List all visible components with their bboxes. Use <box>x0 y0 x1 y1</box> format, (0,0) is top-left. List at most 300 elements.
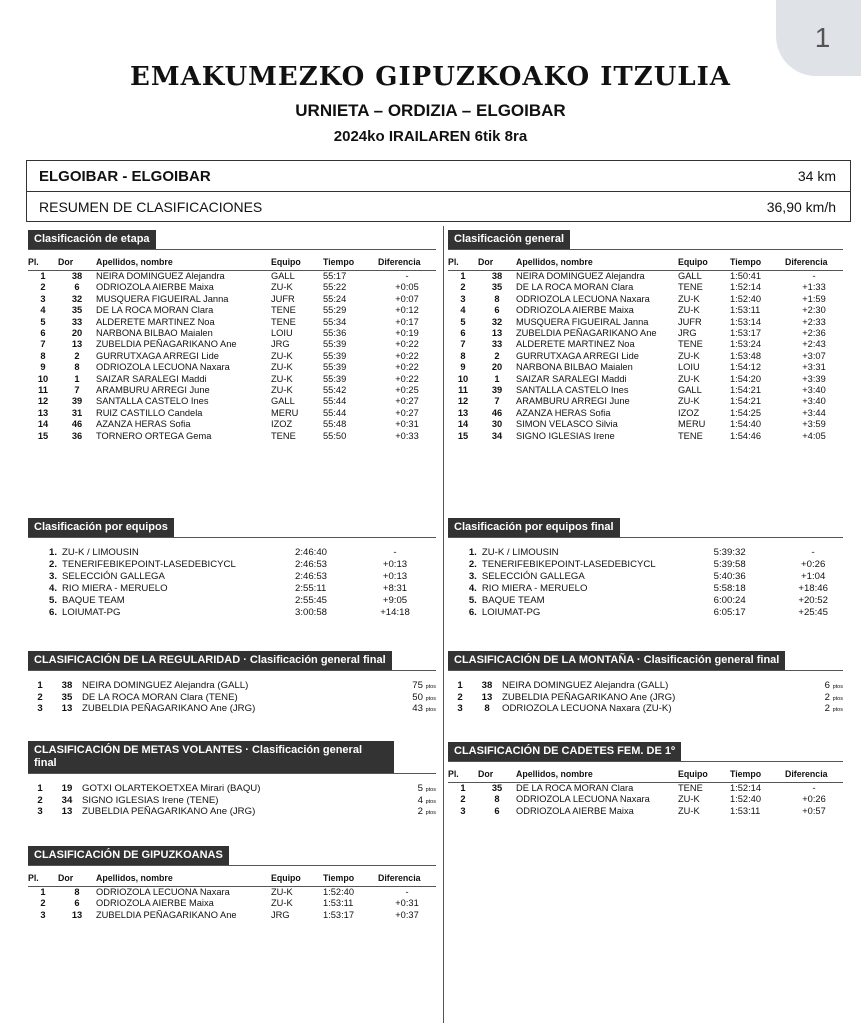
table-cell: 55:44 <box>323 407 347 418</box>
table-row <box>448 794 843 805</box>
table-header-row <box>28 871 436 887</box>
table-cell: ZU-K <box>678 805 700 816</box>
team-cell: ZU-K / LIMOUSIN <box>481 547 559 558</box>
table-cell: 13 <box>71 339 83 350</box>
table-cell: 6 <box>494 305 500 316</box>
table-cell: 1:54:40 <box>730 419 762 430</box>
table-cell: +3:40 <box>802 385 826 396</box>
table-cell: +0:12 <box>395 305 419 316</box>
table-cell: 10 <box>37 373 49 384</box>
column-header: Tiempo <box>730 255 785 271</box>
table-cell: MERU <box>271 407 299 418</box>
team-cell: +9:05 <box>382 595 408 606</box>
table-cell: 20 <box>71 328 83 339</box>
section-title: CLASIFICACIÓN DE GIPUZKOANAS <box>28 846 229 865</box>
table-cell: TENE <box>678 430 703 441</box>
table-cell: ZUBELDIA PEÑAGARIKANO Ane <box>516 328 657 339</box>
table-cell: +3:31 <box>802 362 826 373</box>
points-cell: NEIRA DOMINGUEZ Alejandra (GALL) <box>502 680 669 691</box>
points-cell: 13 <box>61 806 73 817</box>
table-cell: JUFR <box>271 293 295 304</box>
table-cell: 2 <box>40 898 46 909</box>
column-header: Apellidos, nombre <box>96 871 271 887</box>
table-cell: JUFR <box>678 316 702 327</box>
table-cell: 2 <box>460 794 466 805</box>
table-cell: 1:53:11 <box>323 898 354 909</box>
table-header-row <box>28 255 436 271</box>
table-row <box>28 374 436 385</box>
table-cell: 15 <box>37 430 49 441</box>
table-cell: 1:52:14 <box>730 282 762 293</box>
table-cell: 38 <box>491 271 503 281</box>
table-cell: 13 <box>457 407 469 418</box>
gipuzkoanas-section <box>28 845 436 921</box>
table-cell: ODRIOZOLA LECUONA Naxara <box>96 887 230 897</box>
table-cell: 3 <box>460 293 466 304</box>
points-cell: 1 <box>457 680 463 691</box>
regularity-section <box>28 650 436 715</box>
table-cell: 4 <box>460 305 466 316</box>
table-cell: ZU-K <box>678 305 700 316</box>
section-title: CLASIFICACIÓN DE LA REGULARIDAD · Clasificación general final <box>28 651 392 670</box>
table-cell: 55:44 <box>323 396 347 407</box>
team-row <box>28 559 436 571</box>
table-cell: NEIRA DOMINGUEZ Alejandra <box>96 271 225 281</box>
section-title: Clasificación de etapa <box>28 230 156 249</box>
table-cell: 14 <box>457 419 469 430</box>
table-cell: 55:29 <box>323 305 347 316</box>
table-cell: +3:40 <box>802 396 826 407</box>
team-cell: - <box>393 547 397 558</box>
table-cell: +0:27 <box>395 396 419 407</box>
table-row <box>448 385 843 396</box>
table-row <box>28 910 436 921</box>
team-cell: 3. <box>468 571 477 582</box>
table-cell: 1:53:11 <box>730 805 761 816</box>
cadets-section <box>448 741 843 817</box>
team-row <box>448 595 843 607</box>
table-cell: 7 <box>494 396 500 407</box>
table-cell: 12 <box>37 396 49 407</box>
column-header: Equipo <box>678 255 730 271</box>
team-cell: 4. <box>48 583 57 594</box>
team-row <box>28 547 436 559</box>
column-header: Diferencia <box>378 871 436 887</box>
table-cell: +0:22 <box>395 373 419 384</box>
team-cell: 2:55:45 <box>295 595 328 606</box>
table-row <box>28 305 436 316</box>
table-cell: AZANZA HERAS Sofia <box>516 407 611 418</box>
team-cell: 3. <box>48 571 57 582</box>
team-cell: 6:00:24 <box>713 595 746 606</box>
points-cell: ODRIOZOLA LECUONA Naxara (ZU-K) <box>502 703 672 714</box>
table-cell: GURRUTXAGA ARREGI Lide <box>516 350 639 361</box>
table-cell: NARBONA BILBAO Maialen <box>96 328 213 339</box>
team-cell: LOIUMAT-PG <box>62 607 121 618</box>
team-cell: LOIUMAT-PG <box>481 607 541 618</box>
table-cell: 38 <box>71 271 83 281</box>
team-row <box>28 595 436 607</box>
table-cell: ARAMBURU ARREGI June <box>96 385 210 396</box>
table-cell: +1:33 <box>802 282 826 293</box>
table-cell: ZU-K <box>678 350 700 361</box>
table-cell: 55:39 <box>323 350 347 361</box>
table-header-row <box>448 767 843 783</box>
points-cell: 2 <box>37 691 43 703</box>
table-cell: 3 <box>40 909 46 920</box>
table-cell: DE LA ROCA MORAN Clara <box>96 305 214 316</box>
table-cell: 8 <box>40 350 46 361</box>
table-cell: 14 <box>37 419 49 430</box>
table-cell: GURRUTXAGA ARREGI Lide <box>96 350 219 361</box>
section-title: Clasificación por equipos final <box>448 518 620 537</box>
table-cell: 1:50:41 <box>730 271 762 281</box>
table-cell: SANTALLA CASTELO Ines <box>96 396 209 407</box>
table-cell: JRG <box>271 909 290 920</box>
table-cell: 7 <box>40 339 46 350</box>
points-value: 50 ptos <box>412 691 436 703</box>
table-cell: +0:27 <box>395 407 419 418</box>
table-cell: GALL <box>678 385 702 396</box>
section-title: CLASIFICACIÓN DE METAS VOLANTES · Clasificación general final <box>28 741 394 773</box>
table-cell: AZANZA HERAS Sofia <box>96 419 191 430</box>
points-value: 2 ptos <box>417 806 436 817</box>
table-cell: 3 <box>460 805 466 816</box>
table-cell: NEIRA DOMINGUEZ Alejandra <box>516 271 645 281</box>
stage-classification-section <box>28 229 436 442</box>
team-row <box>448 607 843 619</box>
table-cell: GALL <box>271 271 295 281</box>
table-cell: +3:59 <box>802 419 826 430</box>
team-cell: - <box>811 547 815 558</box>
points-value: 75 ptos <box>412 680 436 691</box>
team-cell: +18:46 <box>798 583 828 594</box>
team-general-section <box>448 517 843 619</box>
table-cell: +0:22 <box>395 362 419 373</box>
column-header: Dor <box>58 255 96 271</box>
table-cell: 6 <box>74 898 80 909</box>
table-cell: SIGNO IGLESIAS Irene <box>516 430 615 441</box>
average-speed: 36,90 km/h <box>766 198 836 215</box>
team-cell: SELECCIÓN GALLEGA <box>481 571 585 582</box>
table-cell: 35 <box>491 282 503 293</box>
table-cell: 7 <box>460 339 466 350</box>
table-cell: 55:50 <box>323 430 347 441</box>
column-header: Equipo <box>271 255 323 271</box>
points-value: 2 ptos <box>824 703 843 714</box>
table-cell: 1 <box>460 271 466 281</box>
table-row <box>28 419 436 430</box>
table-cell: MUSQUERA FIGUEIRAL Janna <box>96 293 229 304</box>
table-cell: - <box>405 271 409 281</box>
table-cell: ZU-K <box>678 293 700 304</box>
table-cell: ZU-K <box>271 373 293 384</box>
table-cell: 55:24 <box>323 293 347 304</box>
mountain-section <box>448 650 843 715</box>
team-cell: 2:46:53 <box>295 571 328 582</box>
table-cell: 9 <box>460 362 466 373</box>
table-cell: 32 <box>71 293 83 304</box>
stage-name: ELGOIBAR - ELGOIBAR <box>39 167 211 185</box>
table-cell: 10 <box>457 373 469 384</box>
table-cell: - <box>812 271 816 281</box>
table-cell: +0:31 <box>395 898 419 909</box>
table-row <box>448 374 843 385</box>
table-cell: 1:52:14 <box>730 783 762 793</box>
table-cell: 55:39 <box>323 362 347 373</box>
column-header: Pl. <box>28 871 58 887</box>
table-cell: JRG <box>271 339 290 350</box>
points-cell: 3 <box>37 703 43 714</box>
table-cell: +0:22 <box>395 339 419 350</box>
table-cell: DE LA ROCA MORAN Clara <box>516 783 634 793</box>
table-cell: 1:52:40 <box>730 293 762 304</box>
table-cell: +0:17 <box>395 316 419 327</box>
table-cell: 1:52:40 <box>730 794 762 805</box>
table-cell: 55:22 <box>323 282 347 293</box>
team-row <box>448 571 843 583</box>
table-cell: ALDERETE MARTINEZ Noa <box>96 316 215 327</box>
table-cell: +2:43 <box>802 339 826 350</box>
table-cell: ZU-K <box>271 362 293 373</box>
team-cell: 6. <box>468 607 477 618</box>
points-cell: 38 <box>61 680 73 691</box>
team-cell: +20:52 <box>798 595 828 606</box>
team-cell: 2. <box>48 559 57 570</box>
table-cell: 33 <box>71 316 83 327</box>
team-cell: 5:40:36 <box>713 571 746 582</box>
table-cell: ZU-K <box>271 887 293 897</box>
points-cell: 3 <box>37 806 43 817</box>
table-cell: +4:05 <box>802 430 826 441</box>
table-cell: 1:53:14 <box>730 316 762 327</box>
column-header: Apellidos, nombre <box>516 767 678 783</box>
table-cell: 5 <box>40 316 46 327</box>
table-cell: SAIZAR SARALEGI Maddi <box>96 373 207 384</box>
table-cell: 1:54:46 <box>730 430 762 441</box>
team-cell: 2. <box>468 559 477 570</box>
points-cell: 13 <box>481 691 493 703</box>
table-cell: ODRIOZOLA LECUONA Naxara <box>516 293 650 304</box>
table-cell: 11 <box>458 385 468 396</box>
team-cell: +0:13 <box>382 571 408 582</box>
column-header: Diferencia <box>785 767 843 783</box>
table-row <box>448 271 843 283</box>
column-header: Pl. <box>448 255 478 271</box>
results-table <box>28 871 436 921</box>
table-row <box>28 294 436 305</box>
table-row <box>448 305 843 316</box>
table-cell: 1 <box>494 373 500 384</box>
table-cell: ZU-K <box>678 794 700 805</box>
table-cell: 31 <box>71 407 83 418</box>
table-cell: 55:17 <box>323 271 347 281</box>
points-row <box>448 703 843 715</box>
section-title: CLASIFICACIÓN DE CADETES FEM. DE 1º <box>448 742 681 761</box>
table-cell: GALL <box>271 396 295 407</box>
table-cell: 8 <box>74 362 80 373</box>
table-row <box>28 317 436 328</box>
team-row <box>28 607 436 619</box>
table-cell: ZU-K <box>678 396 700 407</box>
team-cell: +0:26 <box>801 559 826 570</box>
table-cell: NARBONA BILBAO Maialen <box>516 362 633 373</box>
table-cell: 1:53:11 <box>730 305 761 316</box>
table-cell: 3 <box>40 293 46 304</box>
column-header: Pl. <box>448 767 478 783</box>
table-cell: 1 <box>74 373 80 384</box>
table-cell: +0:22 <box>395 350 419 361</box>
table-cell: TENE <box>678 783 703 793</box>
table-row <box>28 408 436 419</box>
table-cell: LOIU <box>678 362 700 373</box>
team-cell: 6:05:17 <box>713 607 746 618</box>
table-cell: 33 <box>491 339 503 350</box>
table-cell: +0:37 <box>395 909 419 920</box>
table-row <box>28 898 436 909</box>
points-row <box>28 795 436 807</box>
team-cell: BAQUE TEAM <box>62 595 125 606</box>
section-title: Clasificación por equipos <box>28 518 174 537</box>
points-cell: ZUBELDIA PEÑAGARIKANO Ane (JRG) <box>502 691 676 703</box>
table-cell: ZUBELDIA PEÑAGARIKANO Ane <box>96 909 237 920</box>
table-cell: 6 <box>494 805 500 816</box>
table-cell: ZU-K <box>678 373 700 384</box>
team-cell: +14:18 <box>380 607 410 618</box>
table-cell: +2:30 <box>802 305 826 316</box>
table-row <box>448 408 843 419</box>
stage-info-box <box>26 160 851 222</box>
table-cell: 1 <box>40 271 46 281</box>
table-cell: 32 <box>491 316 503 327</box>
table-cell: IZOZ <box>678 407 700 418</box>
table-row <box>28 351 436 362</box>
table-cell: RUIZ CASTILLO Candela <box>96 407 203 418</box>
table-cell: 1:53:48 <box>730 350 762 361</box>
table-row <box>28 887 436 899</box>
table-cell: 1 <box>460 783 466 793</box>
table-row <box>448 783 843 795</box>
column-header: Equipo <box>271 871 323 887</box>
table-cell: ZU-K <box>271 385 293 396</box>
table-cell: ODRIOZOLA AIERBE Maixa <box>516 305 634 316</box>
points-row <box>448 680 843 692</box>
points-cell: 2 <box>37 794 43 806</box>
table-cell: 1:54:21 <box>730 385 762 396</box>
points-value: 2 ptos <box>824 691 843 703</box>
table-cell: DE LA ROCA MORAN Clara <box>516 282 634 293</box>
table-cell: TORNERO ORTEGA Gema <box>96 430 212 441</box>
table-cell: 55:48 <box>323 419 347 430</box>
points-list <box>448 680 843 715</box>
points-cell: ZUBELDIA PEÑAGARIKANO Ane (JRG) <box>82 806 256 817</box>
table-cell: 34 <box>491 430 503 441</box>
table-cell: 35 <box>71 305 83 316</box>
team-row <box>448 547 843 559</box>
table-cell: 15 <box>457 430 469 441</box>
points-cell: NEIRA DOMINGUEZ Alejandra (GALL) <box>82 680 249 691</box>
table-cell: 55:36 <box>323 328 347 339</box>
table-cell: +0:25 <box>395 385 419 396</box>
points-row <box>28 703 436 715</box>
column-header: Pl. <box>28 255 58 271</box>
table-cell: 1:54:21 <box>730 396 762 407</box>
table-cell: 55:39 <box>323 339 347 350</box>
table-cell: 1:54:12 <box>730 362 762 373</box>
table-cell: 55:42 <box>323 385 347 396</box>
table-cell: ZUBELDIA PEÑAGARIKANO Ane <box>96 339 237 350</box>
team-row <box>448 559 843 571</box>
table-cell: 5 <box>460 316 466 327</box>
table-cell: ZU-K <box>271 898 293 909</box>
results-table <box>28 255 436 442</box>
table-cell: 8 <box>494 293 500 304</box>
table-cell: MERU <box>678 419 706 430</box>
table-cell: 2 <box>74 350 80 361</box>
table-cell: TENE <box>678 282 703 293</box>
table-cell: 13 <box>37 407 49 418</box>
summary-label: RESUMEN DE CLASIFICACIONES <box>39 198 263 215</box>
table-cell: 35 <box>491 783 503 793</box>
table-cell: 39 <box>71 396 83 407</box>
results-table <box>448 767 843 817</box>
table-cell: 46 <box>491 407 503 418</box>
table-cell: 6 <box>460 328 466 339</box>
table-cell: 6 <box>40 328 46 339</box>
results-table <box>448 255 843 442</box>
table-cell: +3:07 <box>802 350 826 361</box>
table-cell: GALL <box>678 271 702 281</box>
points-cell: 19 <box>61 783 73 794</box>
table-cell: +1:59 <box>802 293 826 304</box>
table-cell: +0:57 <box>802 805 826 816</box>
team-cell: 5. <box>48 595 57 606</box>
points-value: 6 ptos <box>824 680 843 691</box>
table-cell: MUSQUERA FIGUEIRAL Janna <box>516 316 649 327</box>
table-cell: 55:34 <box>323 316 347 327</box>
table-cell: +0:05 <box>395 282 419 293</box>
points-cell: SIGNO IGLESIAS Irene (TENE) <box>82 794 219 806</box>
table-cell: +2:33 <box>802 316 826 327</box>
points-cell: 3 <box>457 703 463 714</box>
table-row <box>28 271 436 283</box>
table-cell: 13 <box>71 909 83 920</box>
team-stage-section <box>28 517 436 619</box>
table-cell: SANTALLA CASTELO Ines <box>516 385 629 396</box>
table-cell: 1:52:40 <box>323 887 355 897</box>
race-dates: 2024ko IRAILAREN 6tik 8ra <box>333 128 528 145</box>
table-cell: ODRIOZOLA LECUONA Naxara <box>516 794 650 805</box>
table-cell: TENE <box>271 305 296 316</box>
table-cell: 55:39 <box>323 373 347 384</box>
table-cell: 2 <box>40 282 46 293</box>
points-cell: 1 <box>37 783 43 794</box>
points-list <box>28 783 436 818</box>
points-cell: 2 <box>457 691 463 703</box>
points-row <box>448 692 843 704</box>
table-row <box>448 317 843 328</box>
race-route: URNIETA – ORDIZIA – ELGOIBAR <box>295 101 566 120</box>
column-divider <box>443 226 444 1023</box>
table-cell: 4 <box>40 305 46 316</box>
table-cell: 9 <box>40 362 46 373</box>
column-header: Diferencia <box>785 255 843 271</box>
table-cell: - <box>812 783 816 793</box>
table-row <box>448 419 843 430</box>
team-cell: SELECCIÓN GALLEGA <box>62 571 165 582</box>
table-cell: 8 <box>460 350 466 361</box>
table-cell: ZU-K <box>271 282 293 293</box>
